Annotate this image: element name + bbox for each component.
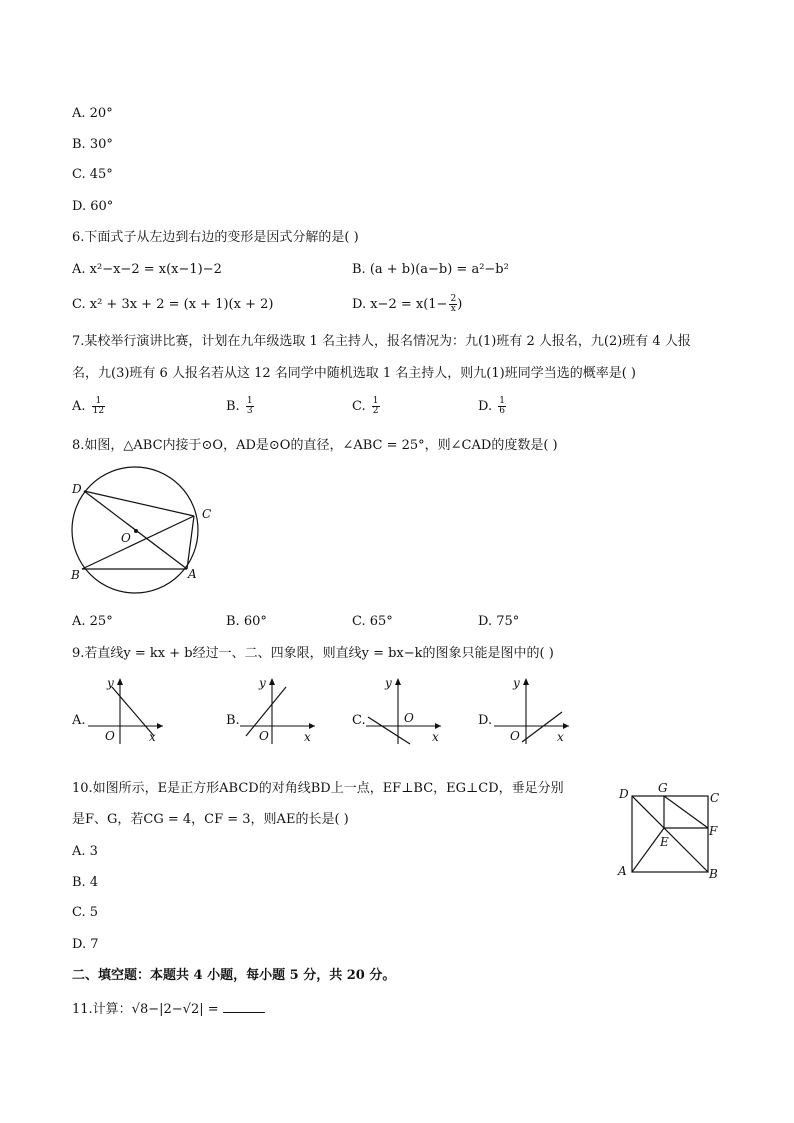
q7-stem-line2: 名，九(3)班有 6 人报名若从这 12 名同学中随机选取 1 名主持人，则九(1)班同学当选的概率是( ) <box>72 366 636 381</box>
label-e: E <box>660 835 669 849</box>
svg-text:y: y <box>385 676 392 690</box>
label-b: B <box>71 568 80 582</box>
q10-option-b: B. 4 <box>72 875 99 890</box>
q8-option-a: A. 25° <box>72 614 113 629</box>
label-a: A <box>188 567 197 581</box>
q10-stem-line1: 10.如图所示，E是正方形ABCD的对角线BD上一点，EF⊥BC，EG⊥CD，垂足分别 <box>72 781 564 796</box>
q9-option-d-label: D. <box>478 713 493 728</box>
label-g: G <box>658 781 668 795</box>
q8-circle-figure <box>60 478 220 588</box>
q8-stem: 8.如图，△ABC内接于⊙O，AD是⊙O的直径，∠ABC = 25°，则∠CAD的度数是( ) <box>72 438 558 453</box>
svg-text:x: x <box>557 730 564 744</box>
svg-text:y: y <box>513 676 520 690</box>
q9-option-a-label: A. <box>72 713 86 728</box>
q8-option-c: C. 65° <box>352 614 393 629</box>
answer-blank[interactable] <box>223 1000 265 1013</box>
q9-graph-b <box>240 676 320 746</box>
q6-stem: 6.下面式子从左边到右边的变形是因式分解的是( ) <box>72 230 359 245</box>
q11-stem: 11.计算：√8−|2−√2| = <box>72 1000 265 1018</box>
svg-text:O: O <box>510 729 520 743</box>
q10-option-c: C. 5 <box>72 905 99 920</box>
section-2-heading: 二、填空题：本题共 4 小题，每小题 5 分，共 20 分。 <box>72 968 396 983</box>
svg-text:y: y <box>107 676 114 690</box>
label-f: F <box>709 824 718 838</box>
q5-option-d: D. 60° <box>72 199 114 214</box>
q6-option-b: B. (a + b)(a−b) = a²−b² <box>352 262 509 277</box>
label-a: A <box>618 864 627 878</box>
label-b: B <box>709 867 718 881</box>
q10-option-a: A. 3 <box>72 844 98 859</box>
q6-option-d: D. x−2 = x(1− $\frac{2}{x}$ ) <box>352 294 463 314</box>
q5-option-b: B. 30° <box>72 137 113 152</box>
q8-option-b: B. 60° <box>226 614 267 629</box>
q5-option-c: C. 45° <box>72 167 113 182</box>
q9-stem: 9.若直线y = kx + b经过一、二、四象限，则直线y = bx−k的图象只能是图中的( ) <box>72 646 554 661</box>
q9-graph-d <box>494 676 574 746</box>
svg-text:O: O <box>105 729 115 743</box>
svg-text:O: O <box>259 729 269 743</box>
svg-text:x: x <box>304 730 311 744</box>
label-d: D <box>619 787 629 801</box>
label-o: O <box>121 531 131 545</box>
q7-option-b: B. $\frac{1}{3}$ <box>226 396 253 416</box>
q9-graph-c <box>366 676 446 746</box>
q7-stem-line1: 7.某校举行演讲比赛，计划在九年级选取 1 名主持人，报名情况为：九(1)班有 2 人报名，九(2)班有 4 人报 <box>72 334 691 349</box>
svg-text:x: x <box>149 730 156 744</box>
q9-graph-a <box>88 676 168 746</box>
q6-option-a: A. x²−x−2 = x(x−1)−2 <box>72 262 222 277</box>
svg-text:y: y <box>259 676 266 690</box>
q10-stem-line2: 是F、G，若CG = 4，CF = 3，则AE的长是( ) <box>72 812 349 827</box>
q6-option-c: C. x² + 3x + 2 = (x + 1)(x + 2) <box>72 297 274 312</box>
q8-option-d: D. 75° <box>478 614 520 629</box>
q10-square-figure <box>612 780 727 885</box>
label-c: C <box>202 507 212 521</box>
label-c: C <box>710 791 720 805</box>
q9-option-b-label: B. <box>226 713 240 728</box>
svg-text:O: O <box>404 711 414 725</box>
label-d: D <box>72 482 82 496</box>
q7-option-d: D. $\frac{1}{6}$ <box>478 396 505 416</box>
q10-option-d: D. 7 <box>72 937 99 952</box>
q7-option-c: C. $\frac{1}{2}$ <box>352 396 379 416</box>
q7-option-a: A. $\frac{1}{12}$ <box>72 396 105 416</box>
q5-option-a: A. 20° <box>72 106 113 121</box>
q9-option-c-label: C. <box>352 713 366 728</box>
svg-text:x: x <box>432 730 439 744</box>
